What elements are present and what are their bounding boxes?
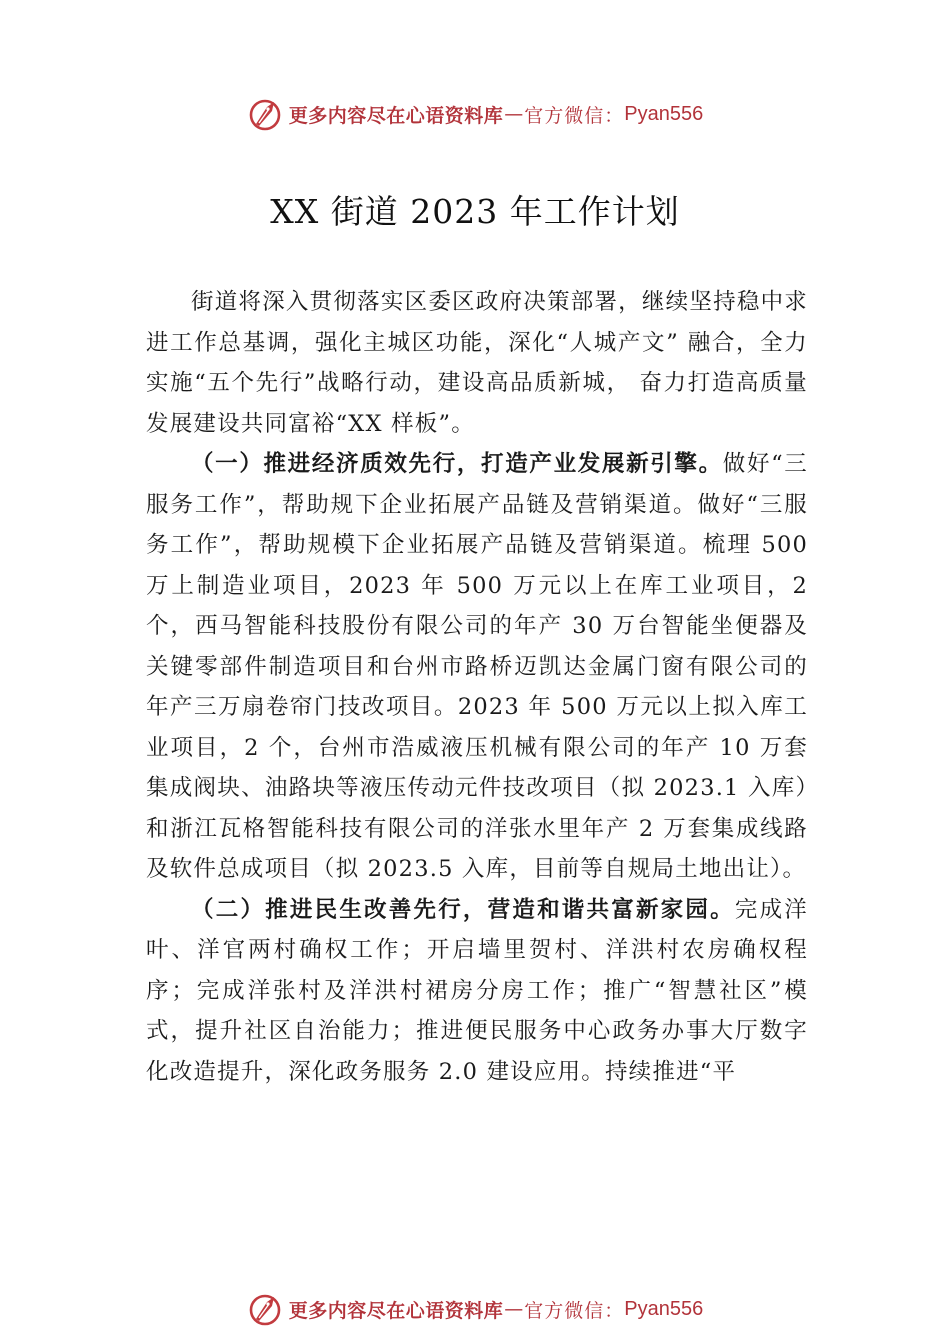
section-body-1: 做好“三服务工作”，帮助规下企业拓展产品链及营销渠道。做好“三服务工作”，帮助规模下企业拓展产品链及营销渠道。梳理 500 万上制造业项目，2023 年 500 万元以上在库工业项目，2 个，西马智能科技股份有限公司的年产 30 万台智能坐便器及关键零部件制造项目和台州市路桥迈凯达金属门窗有限公司的年产三万扇卷帘门技改项目。2023 年 500 万元以上拟入库工业项目，2 个，台州市浩威液压机械有限公司的年产 10 万套集成阀块、油路块等液压传动元件技改项目（拟 2023.1 入库）和浙江瓦格智能科技有限公司的洋张水里年产 2 万套集成线路及软件总成项目（拟 2023.5 入库，目前等自规局土地出让）。 <box>146 451 808 882</box>
section-lead-2: （二）推进民生改善先行，营造和谐共富新家园。 <box>191 896 735 923</box>
banner-dash: — <box>504 103 524 125</box>
section-paragraph-2 <box>146 890 808 1093</box>
banner-wechat-id: Pyan556 <box>624 1297 704 1320</box>
banner-wechat-label: 官方微信： <box>524 104 625 127</box>
banner-promo-text: 更多内容尽在心语资料库 <box>288 1299 504 1322</box>
document-body <box>146 282 808 1092</box>
banner-dash: — <box>504 1298 524 1320</box>
section-lead-1: （一）推进经济质效先行，打造产业发展新引擎。 <box>191 451 723 477</box>
banner-promo-text: 更多内容尽在心语资料库 <box>288 104 504 127</box>
footer-watermark-banner <box>0 1289 950 1329</box>
document-title: XX 街道 2023 年工作计划 <box>270 192 680 231</box>
intro-paragraph: 街道将深入贯彻落实区委区政府决策部署，继续坚持稳中求进工作总基调，强化主城区功能，深化“人城产文” 融合，全力实施“五个先行”战略行动，建设高品质新城， 奋力打造高质量发展建设共同富裕“XX 样板”。 <box>146 289 808 437</box>
section-body-2: 完成洋叶、洋官两村确权工作；开启墙里贺村、洋洪村农房确权程序；完成洋张村及洋洪村裙房分房工作；推广“智慧社区”模式，提升社区自治能力；推进便民服务中心政务办事大厅数字化改造提升，深化政务服务 2.0 建设应用。持续推进“平 <box>146 896 809 1085</box>
header-watermark-banner <box>0 94 950 134</box>
section-paragraph-1 <box>146 444 808 890</box>
banner-wechat-label: 官方微信： <box>524 1299 625 1322</box>
pen-nib-logo-icon <box>247 96 283 132</box>
banner-wechat-id: Pyan556 <box>624 102 704 125</box>
pen-nib-logo-icon <box>247 1291 283 1327</box>
